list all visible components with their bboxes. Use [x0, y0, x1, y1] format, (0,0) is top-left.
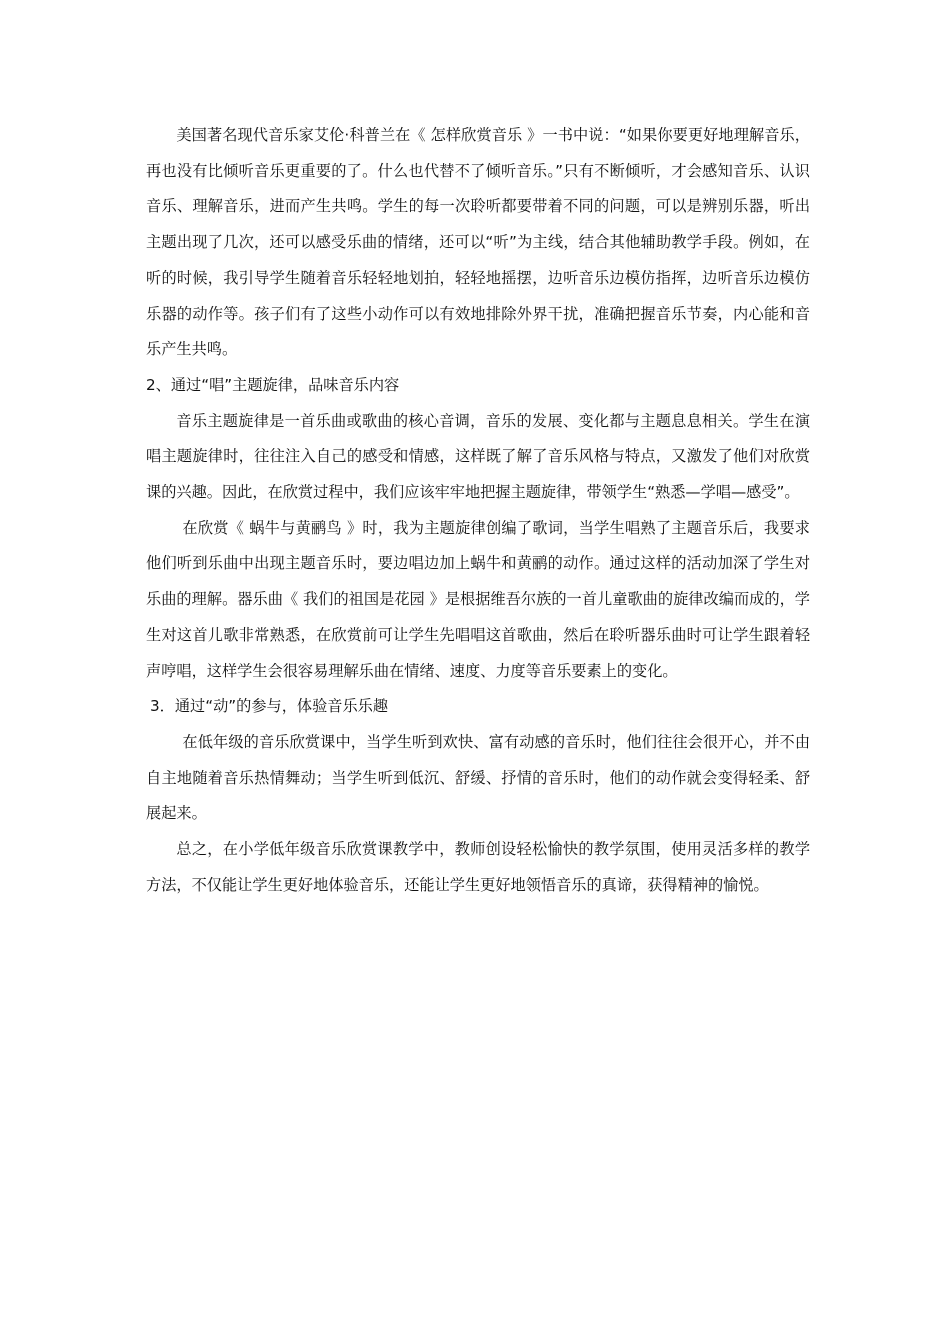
paragraph-lower-grade-dance: 在低年级的音乐欣赏课中，当学生听到欢快、富有动感的音乐时，他们往往会很开心，并不由自主地随着音乐热情舞动；当学生听到低沉、舒缓、抒情的音乐时，他们的动作就会变得轻柔、舒展起来。 [146, 732, 810, 823]
document-page [146, 118, 810, 903]
paragraph-conclusion: 总之，在小学低年级音乐欣赏课教学中，教师创设轻松愉快的教学氛围，使用灵活多样的教学方法，不仅能让学生更好地体验音乐，还能让学生更好地领悟音乐的真谛，获得精神的愉悦。 [146, 840, 810, 894]
section-heading-singing: 2、通过“唱”主题旋律，品味音乐内容 [146, 375, 400, 394]
paragraph-snail-oriole: 在欣赏《 蜗牛与黄鹂鸟 》时，我为主题旋律创编了歌词，当学生唱熟了主题音乐后，我要求他们听到乐曲中出现主题音乐时，要边唱边加上蜗牛和黄鹂的动作。通过这样的活动加深了学生对乐曲的理解。器乐曲《 我们的祖国是花园 》是根据维吾尔族的一首儿童歌曲的旋律改编而成的，学生对这首儿歌非常熟悉，在欣赏前可让学生先唱唱这首歌曲，然后在聆听器乐曲时可让学生跟着轻声哼唱，这样学生会很容易理解乐曲在情绪、速度、力度等音乐要素上的变化。 [146, 518, 810, 680]
paragraph-copland-listening: 美国著名现代音乐家艾伦·科普兰在《 怎样欣赏音乐 》一书中说：“如果你要更好地理解音乐，再也没有比倾听音乐更重要的了。什么也代替不了倾听音乐。”只有不断倾听，才会感知音乐、认识音乐、理解音乐，进而产生共鸣。学生的每一次聆听都要带着不同的问题，可以是辨别乐器，听出主题出现了几次，还可以感受乐曲的情绪，还可以“听”为主线，结合其他辅助教学手段。例如，在听的时候，我引导学生随着音乐轻轻地划拍，轻轻地摇摆，边听音乐边模仿指挥，边听音乐边模仿乐器的动作等。孩子们有了这些小动作可以有效地排除外界干扰，准确把握音乐节奏，内心能和音乐产生共鸣。 [146, 126, 810, 359]
section-heading-movement: 3．通过“动”的参与，体验音乐乐趣 [150, 697, 389, 716]
paragraph-theme-melody: 音乐主题旋律是一首乐曲或歌曲的核心音调，音乐的发展、变化都与主题息息相关。学生在演唱主题旋律时，往往注入自己的感受和情感，这样既了解了音乐风格与特点，又激发了他们对欣赏课的兴趣。因此，在欣赏过程中，我们应该牢牢地把握主题旋律，带领学生“熟悉—学唱—感受”。 [146, 411, 810, 502]
